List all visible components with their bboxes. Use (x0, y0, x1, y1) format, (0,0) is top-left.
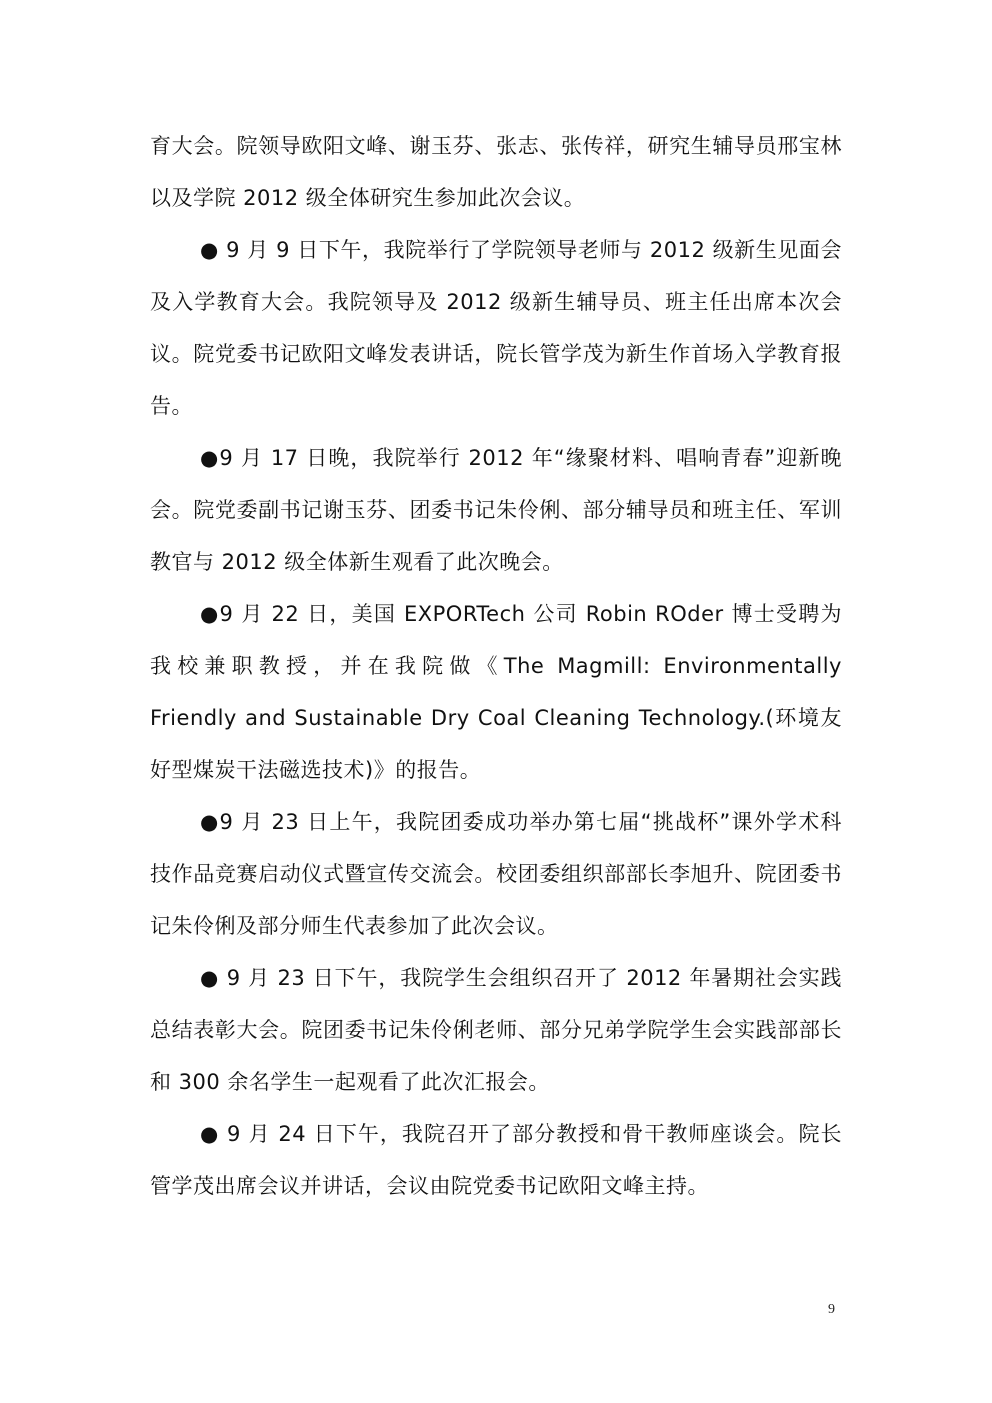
paragraph-continuation: 育大会。院领导欧阳文峰、谢玉芬、张志、张传祥，研究生辅导员邢宝林以及学院 2012 级全体研究生参加此次会议。 (150, 134, 842, 210)
body-text (150, 120, 842, 1212)
page-number: 9 (828, 1302, 835, 1317)
bullet-item-faculty-forum: ● 9 月 24 日下午，我院召开了部分教授和骨干教师座谈会。院长管学茂出席会议并讲话，会议由院党委书记欧阳文峰主持。 (150, 1122, 842, 1198)
bullet-item-challenge-cup: ●9 月 23 日上午，我院团委成功举办第七届“挑战杯”课外学术科技作品竞赛启动仪式暨宣传交流会。校团委组织部部长李旭升、院团委书记朱伶俐及部分师生代表参加了此次会议。 (150, 810, 842, 938)
bullet-item-guest-lecture: ●9 月 22 日，美国 EXPORTech 公司 Robin ROder 博士受聘为我校兼职教授，并在我院做《The Magmill: Environmentally Friendly and Sustainable Dry Coal Cleaning Technology.(环境友好型煤炭干法磁选技术)》的报告。 (150, 602, 842, 782)
bullet-item-orientation-meeting: ● 9 月 9 日下午，我院举行了学院领导老师与 2012 级新生见面会及入学教育大会。我院领导及 2012 级新生辅导员、班主任出席本次会议。院党委书记欧阳文峰发表讲话，院长管学茂为新生作首场入学教育报告。 (150, 238, 842, 418)
bullet-item-welcome-party: ●9 月 17 日晚，我院举行 2012 年“缘聚材料、唱响青春”迎新晚会。院党委副书记谢玉芬、团委书记朱伶俐、部分辅导员和班主任、军训教官与 2012 级全体新生观看了此次晚会。 (150, 446, 842, 574)
bullet-item-social-practice: ● 9 月 23 日下午，我院学生会组织召开了 2012 年暑期社会实践总结表彰大会。院团委书记朱伶俐老师、部分兄弟学院学生会实践部部长和 300 余名学生一起观看了此次汇报会。 (150, 966, 842, 1094)
